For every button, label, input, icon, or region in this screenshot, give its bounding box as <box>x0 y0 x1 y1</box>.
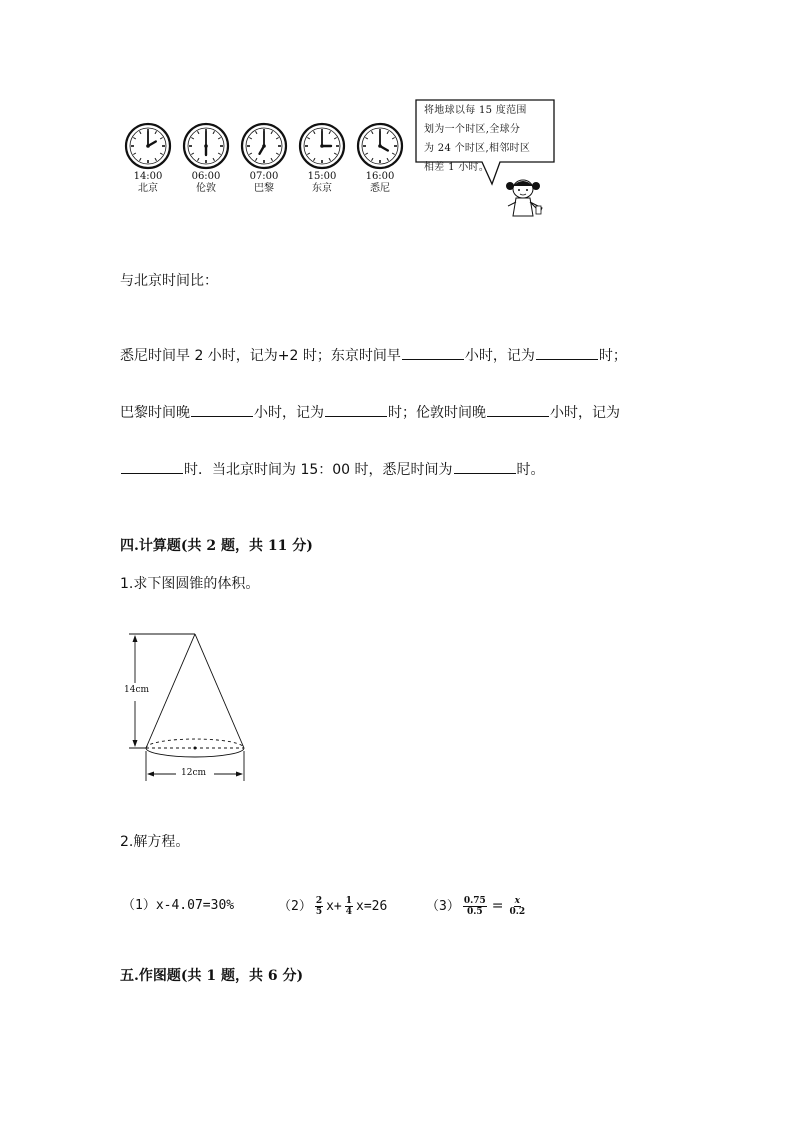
text-segment: 小时，记为 <box>254 405 324 421</box>
equation-2 <box>278 896 387 917</box>
clock-city-label: 伦敦 <box>196 183 216 194</box>
numerator: x <box>514 896 520 906</box>
eq-prefix: （2） <box>278 899 312 914</box>
section-4-title: 四.计算题(共 2 题，共 11 分) <box>120 538 313 554</box>
clock-city-label: 东京 <box>312 183 332 194</box>
section-5-title: 五.作图题(共 1 题，共 6 分) <box>120 968 304 984</box>
answer-blank[interactable] <box>536 345 598 360</box>
fraction <box>345 896 353 917</box>
clock-city-label: 巴黎 <box>254 183 274 194</box>
clock-city-label: 北京 <box>138 183 158 194</box>
clock-time-label: 16:00 <box>365 171 395 182</box>
fraction <box>508 896 526 917</box>
answer-blank[interactable] <box>325 402 387 417</box>
fill-line-2 <box>120 402 620 423</box>
equals-sign: = <box>491 898 504 914</box>
text-segment: 小时，记为 <box>464 348 535 364</box>
cone-figure <box>120 625 260 790</box>
denominator: 0.5 <box>466 907 483 917</box>
numerator: 2 <box>315 896 323 906</box>
question-1: 1.求下图圆锥的体积。 <box>120 576 260 592</box>
text-segment: 小时，记为 <box>550 405 620 421</box>
compare-intro: 与北京时间比： <box>120 273 218 289</box>
fill-line-3 <box>120 459 545 480</box>
equation-3 <box>426 896 529 917</box>
answer-blank[interactable] <box>487 402 549 417</box>
answer-blank[interactable] <box>454 459 516 474</box>
clock-time-label: 07:00 <box>249 171 279 182</box>
note-line: 为 24 个时区,相邻时区 <box>424 143 531 154</box>
equation-1: （1）x-4.07=30% <box>122 898 235 913</box>
clock-time-label: 06:00 <box>191 171 221 182</box>
text-segment: 时。 <box>516 462 545 478</box>
numerator: 0.75 <box>463 896 486 906</box>
cone-height-label: 14cm <box>124 685 150 695</box>
eq-text: x+ <box>326 899 342 914</box>
text-segment: 巴黎时间晚 <box>120 405 190 421</box>
clock-icon <box>300 124 344 168</box>
text-segment: 悉尼时间早 2 小时，记为+2 时；东京时间早 <box>120 348 401 364</box>
fraction <box>463 896 487 917</box>
fraction <box>315 896 323 917</box>
clock-time-label: 14:00 <box>133 171 163 182</box>
clocks-figure <box>118 118 418 178</box>
text-segment: 时．当北京时间为 15：00 时，悉尼时间为 <box>184 462 453 478</box>
girl-icon <box>506 180 542 216</box>
eq-text: x=26 <box>356 899 388 914</box>
denominator: 5 <box>315 907 323 917</box>
fill-line-1 <box>120 345 627 366</box>
text-segment: 时； <box>598 348 627 364</box>
cone-diameter-label: 12cm <box>181 768 207 778</box>
denominator: 4 <box>345 907 353 917</box>
answer-blank[interactable] <box>121 459 183 474</box>
note-line: 将地球以每 15 度范围 <box>424 105 527 116</box>
clock-icon <box>184 124 228 168</box>
note-line: 划为一个时区,全球分 <box>424 124 521 135</box>
question-2: 2.解方程。 <box>120 834 190 850</box>
clock-time-label: 15:00 <box>307 171 337 182</box>
note-line: 相差 1 小时。 <box>424 162 490 173</box>
denominator: 0.2 <box>509 907 526 917</box>
answer-blank[interactable] <box>191 402 253 417</box>
numerator: 1 <box>345 896 353 906</box>
answer-blank[interactable] <box>402 345 464 360</box>
time-zone-note <box>418 99 554 173</box>
clock-icon <box>126 124 170 168</box>
eq-prefix: （3） <box>426 899 460 914</box>
clock-icon <box>242 124 286 168</box>
clock-icon <box>358 124 402 168</box>
clock-city-label: 悉尼 <box>370 183 390 194</box>
text-segment: 时；伦敦时间晚 <box>388 405 486 421</box>
